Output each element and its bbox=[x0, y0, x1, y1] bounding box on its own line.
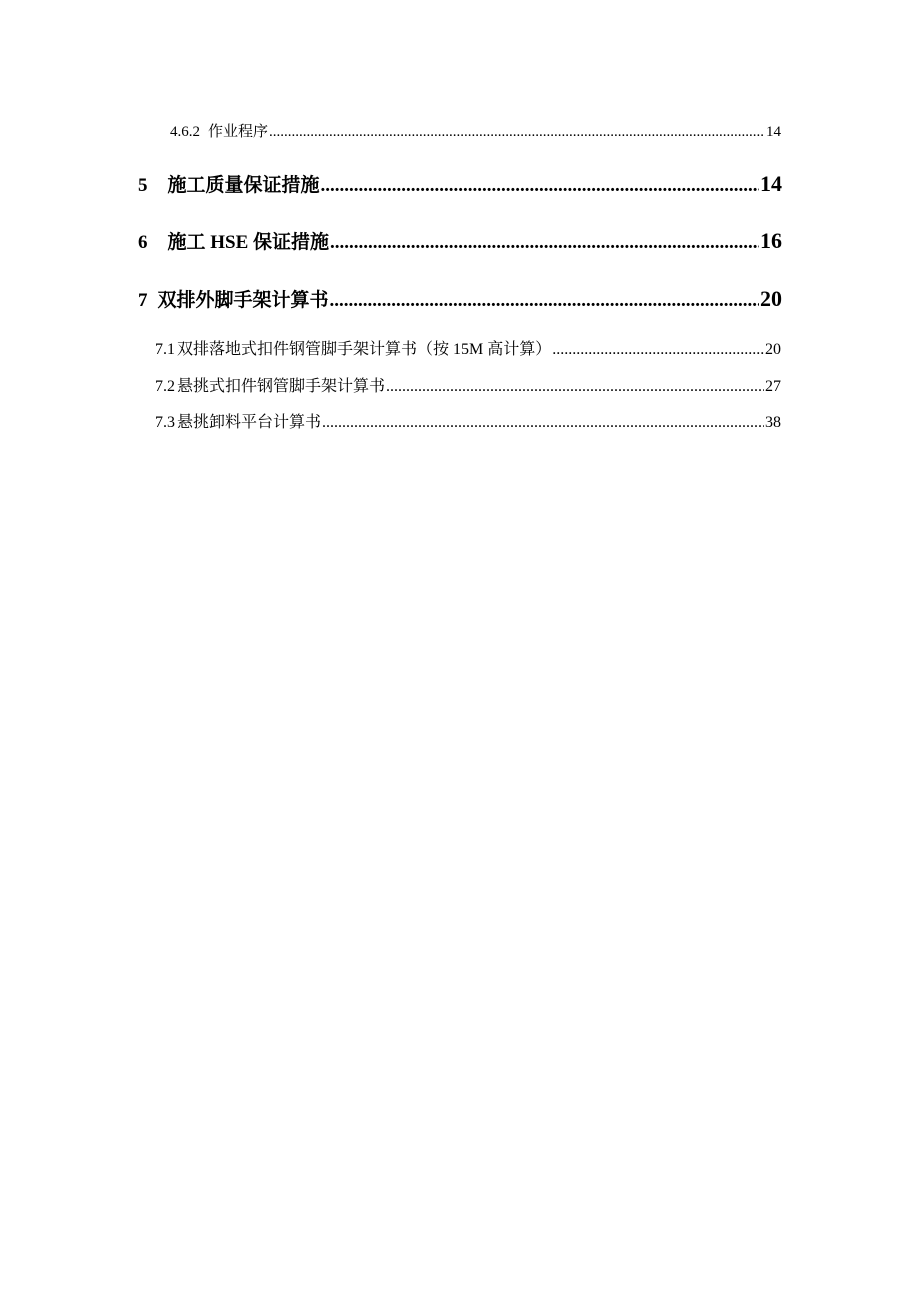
toc-entry-number: 7.1 bbox=[155, 341, 175, 358]
toc-entry-title: 双排外脚手架计算书 bbox=[157, 290, 329, 311]
toc-entry-page-number: 20 bbox=[760, 286, 782, 311]
toc-entry-page-number: 20 bbox=[765, 341, 781, 358]
toc-dot-leader bbox=[321, 175, 759, 197]
toc-entry-number: 6 bbox=[138, 232, 148, 253]
toc-entry-number: 5 bbox=[138, 175, 148, 196]
toc-entry-number: 4.6.2 bbox=[170, 124, 200, 140]
toc-dot-leader bbox=[330, 232, 759, 254]
toc-entry-title: 施工 HSE 保证措施 bbox=[167, 232, 330, 253]
toc-dot-leader bbox=[330, 290, 759, 312]
toc-dot-leader bbox=[269, 124, 765, 141]
toc-entry-4-6-2[interactable] bbox=[170, 120, 781, 140]
toc-entry-title: 悬挑式扣件钢管脚手架计算书 bbox=[177, 378, 386, 395]
toc-entry-page-number: 38 bbox=[765, 414, 781, 431]
toc-entry-page-number: 16 bbox=[760, 228, 782, 253]
toc-entry-5[interactable] bbox=[138, 170, 782, 196]
toc-entry-7[interactable] bbox=[138, 285, 782, 311]
toc-entry-7-3[interactable] bbox=[155, 409, 781, 431]
toc-entry-page-number: 14 bbox=[766, 124, 781, 140]
toc-entry-page-number: 14 bbox=[760, 171, 782, 196]
toc-dot-leader bbox=[322, 414, 764, 432]
toc-entry-title: 施工质量保证措施 bbox=[167, 175, 320, 196]
toc-entry-page-number: 27 bbox=[765, 378, 781, 395]
toc-entry-number: 7.2 bbox=[155, 378, 175, 395]
toc-entry-6[interactable] bbox=[138, 227, 782, 253]
toc-dot-leader bbox=[386, 378, 764, 396]
toc-entry-title: 双排落地式扣件钢管脚手架计算书（按 15M 高计算） bbox=[177, 341, 552, 358]
toc-entry-7-2[interactable] bbox=[155, 373, 781, 395]
toc-entry-title: 作业程序 bbox=[208, 124, 269, 140]
toc-entry-title: 悬挑卸料平台计算书 bbox=[177, 414, 322, 431]
toc-dot-leader bbox=[552, 341, 764, 359]
toc-entry-7-1[interactable] bbox=[155, 336, 781, 358]
toc-entry-number: 7 bbox=[138, 290, 148, 311]
toc-entry-number: 7.3 bbox=[155, 414, 175, 431]
